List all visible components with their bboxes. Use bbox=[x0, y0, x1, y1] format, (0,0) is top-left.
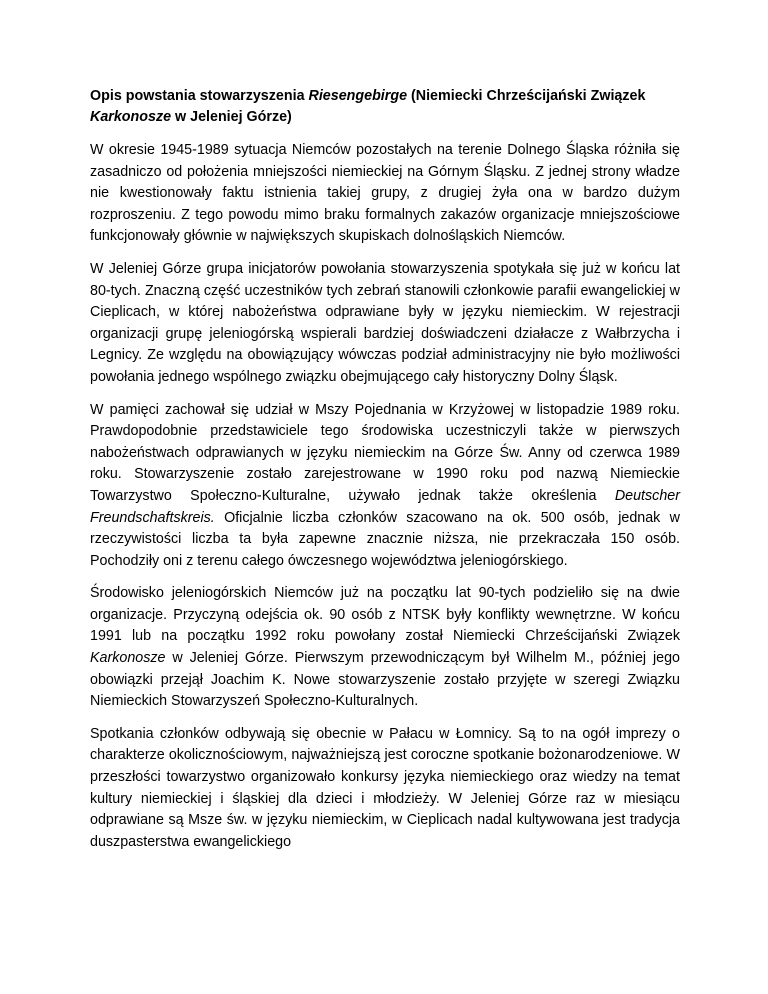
title-text-3: w Jeleniej Górze) bbox=[171, 109, 292, 125]
paragraph-3-text-2: Oficjalnie liczba członków szacowano na ok. 500 osób, jednak w rzeczywistości liczba ta była zapewne znacznie niższa, nie przekraczała 150 osób. Pochodziły oni z terenu całego ówczesnego województwa jeleniogórskiego. bbox=[90, 509, 680, 569]
paragraph-4 bbox=[90, 583, 680, 713]
paragraph-4-italic: Karkonosze bbox=[90, 650, 166, 667]
title-italic-karkonosze: Karkonosze bbox=[90, 109, 172, 125]
document-title bbox=[90, 86, 680, 128]
paragraph-3-italic: Deutscher Freundschaftskreis. bbox=[90, 487, 680, 526]
document-body bbox=[90, 86, 680, 864]
paragraph-1: W okresie 1945-1989 sytuacja Niemców pozostałych na terenie Dolnego Śląska różniła się zasadniczo od położenia mniejszości niemieckiej na Górnym Śląsku. Z jednej strony władze nie kwestionowały faktu istnienia takiej grupy, z drugiej żyła ona w bardzo dużym rozproszeniu. Z tego powodu mimo braku formalnych zakazów organizacje mniejszościowe funkcjonowały głównie w największych skupiskach dolnośląskich Niemców. bbox=[90, 142, 680, 245]
paragraph-3 bbox=[90, 400, 680, 573]
paragraph-4-text-1: Środowisko jeleniogórskich Niemców już na początku lat 90-tych podzieliło się na dwie organizacje. Przyczyną odejścia ok. 90 osób z NTSK były konflikty wewnętrzne. W końcu 1991 lub na początku 1992 roku powołany został Niemiecki Chrześcijański Związek bbox=[90, 585, 680, 645]
paragraph-3-text-1: W pamięci zachował się udział w Mszy Pojednania w Krzyżowej w listopadzie 1989 roku. Prawdopodobnie przedstawiciele tego środowiska uczestniczyli także w pierwszych nabożeństwach odprawianych w języku niemieckim na Górze Św. Anny od czerwca 1989 roku. Stowarzyszenie zostało zarejestrowane w 1990 roku pod nazwą Niemieckie Towarzystwo Społeczno-Kulturalne, używało jednak także określenia bbox=[90, 401, 680, 504]
title-text-2: (Niemiecki Chrześcijański Związek bbox=[407, 88, 646, 104]
title-text-1: Opis powstania stowarzyszenia bbox=[90, 88, 309, 104]
paragraph-2: W Jeleniej Górze grupa inicjatorów powołania stowarzyszenia spotykała się już w końcu lat 80-tych. Znaczną część uczestników tych zebrań stanowili członkowie parafii ewangelickiej w Cieplicach, w której nabożeństwa odprawiane były w języku niemieckim. W rejestracji organizacji grupę jeleniogórską wspierali bardziej doświadczeni działacze z Wałbrzycha i Legnicy. Ze względu na obowiązujący wówczas podział administracyjny nie było możliwości powołania jednego wspólnego związku obejmującego cały historyczny Dolny Śląsk. bbox=[90, 260, 680, 385]
paragraph-4-text-2: w Jeleniej Górze. Pierwszym przewodniczącym był Wilhelm M., później jego obowiązki przejął Joachim K. Nowe stowarzyszenie zostało przyjęte w szeregi Związku Niemieckich Stowarzyszeń Społeczno-Kulturalnych. bbox=[90, 650, 680, 710]
title-italic-riesengebirge: Riesengebirge bbox=[308, 88, 408, 104]
paragraph-5: Spotkania członków odbywają się obecnie w Pałacu w Łomnicy. Są to na ogół imprezy o charakterze okolicznościowym, najważniejszą jest coroczne spotkanie bożonarodzeniowe. W przeszłości towarzystwo organizowało konkursy języka niemieckiego oraz wiedzy na temat kultury niemieckiej i śląskiej dla dzieci i młodzieży. W Jeleniej Górze raz w miesiącu odprawiane są Msze św. w języku niemieckim, w Cieplicach nadal kultywowana jest tradycja duszpasterstwa ewangelickiego bbox=[90, 725, 680, 850]
